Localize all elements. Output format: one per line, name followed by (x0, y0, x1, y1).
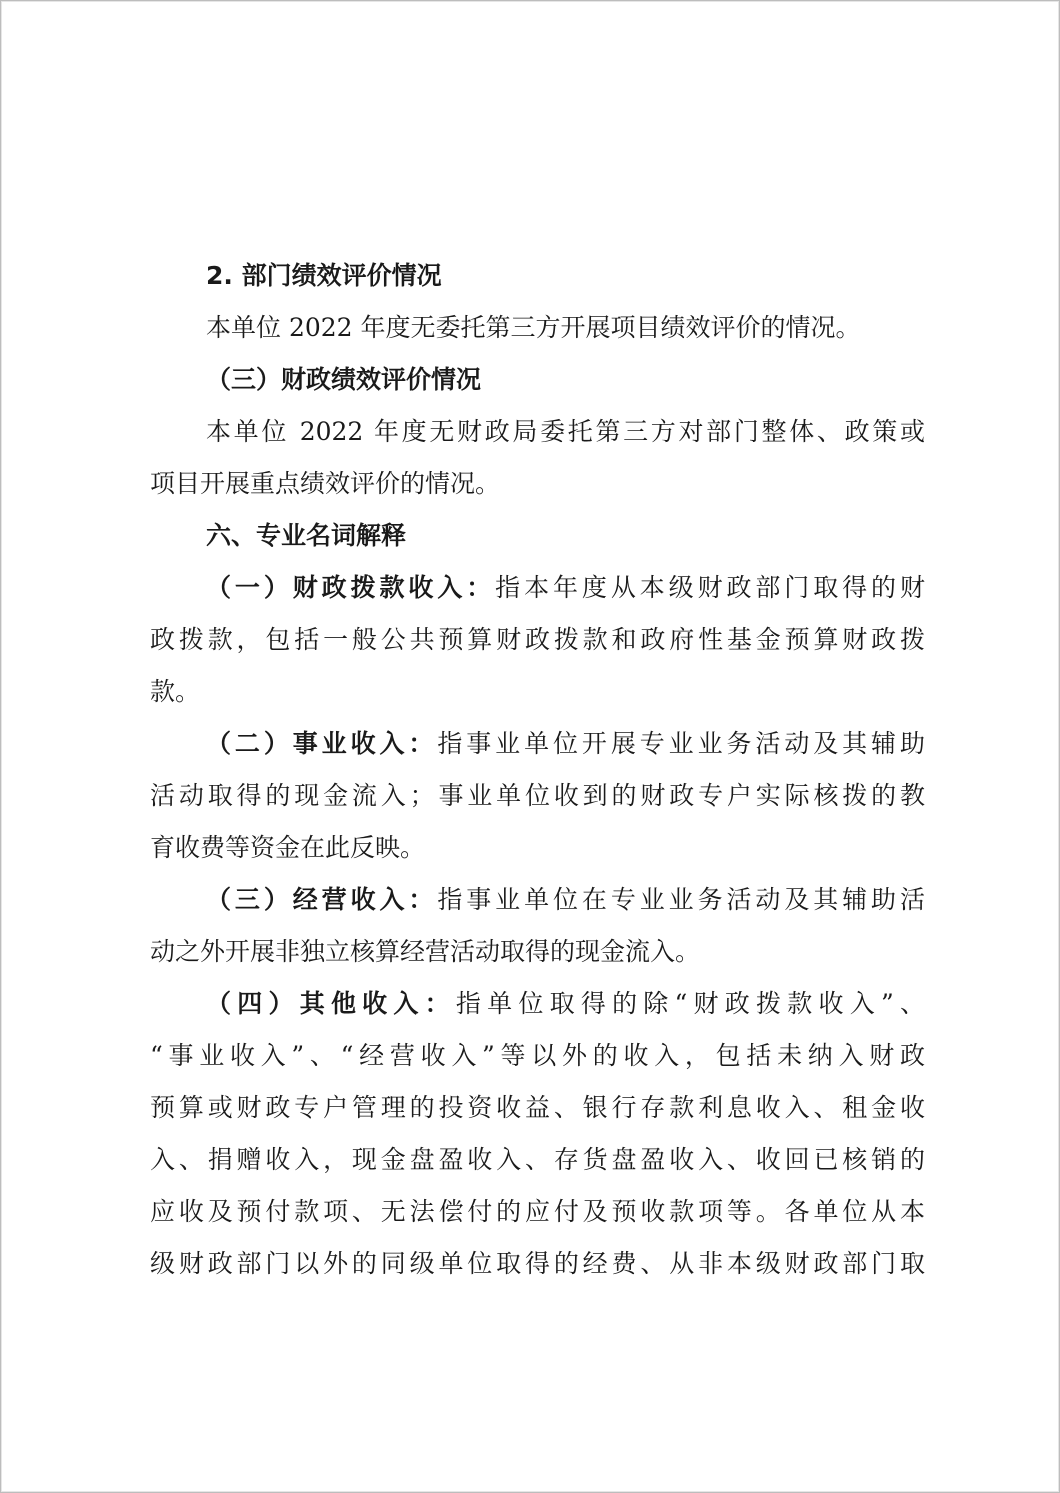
paragraph-text: “事业收入”、“经营收入”等以外的收入，包括未纳入财政 (150, 1041, 925, 1070)
paragraph-text: 政拨款，包括一般公共预算财政拨款和政府性基金预算财政拨 (150, 625, 925, 654)
paragraph-line (150, 822, 925, 874)
heading-text: （三）财政绩效评价情况 (206, 365, 482, 394)
paragraph-text: 级财政部门以外的同级单位取得的经费、从非本级财政部门取 (150, 1249, 925, 1278)
paragraph-line (150, 302, 925, 354)
section-heading-glossary (150, 510, 925, 562)
paragraph-line (150, 1134, 925, 1186)
paragraph-text: 动之外开展非独立核算经营活动取得的现金流入。 (150, 937, 701, 966)
paragraph-line (150, 458, 925, 510)
paragraph-line (150, 718, 925, 770)
paragraph-line (150, 614, 925, 666)
paragraph-text: 本单位 2022 年度无财政局委托第三方对部门整体、政策或 (206, 417, 925, 446)
paragraph-text: 指单位取得的除“财政拨款收入”、 (455, 989, 925, 1018)
paragraph-line (150, 562, 925, 614)
term-label: （一）财政拨款收入： (206, 573, 496, 602)
paragraph-text: 指事业单位开展专业业务活动及其辅助 (437, 729, 925, 758)
paragraph-line (150, 874, 925, 926)
paragraph-text: 款。 (150, 677, 201, 706)
paragraph-text: 育收费等资金在此反映。 (150, 833, 426, 862)
paragraph-text: 预算或财政专户管理的投资收益、银行存款利息收入、租金收 (150, 1093, 925, 1122)
term-label: （三）经营收入： (206, 885, 438, 914)
paragraph-text: 指本年度从本级财政部门取得的财 (495, 573, 925, 602)
heading-text: 2. 部门绩效评价情况 (206, 261, 442, 290)
document-body (150, 250, 925, 1290)
paragraph-line (150, 1030, 925, 1082)
paragraph-text: 本单位 2022 年度无委托第三方开展项目绩效评价的情况。 (206, 313, 861, 342)
paragraph-line (150, 978, 925, 1030)
paragraph-line (150, 1186, 925, 1238)
paragraph-text: 活动取得的现金流入；事业单位收到的财政专户实际核拨的教 (150, 781, 925, 810)
paragraph-line (150, 1082, 925, 1134)
section-heading-performance (150, 250, 925, 302)
paragraph-line (150, 1238, 925, 1290)
paragraph-line (150, 770, 925, 822)
paragraph-text: 项目开展重点绩效评价的情况。 (150, 469, 501, 498)
term-label: （四）其他收入： (206, 989, 456, 1018)
paragraph-line (150, 926, 925, 978)
section-heading-fiscal-evaluation (150, 354, 925, 406)
paragraph-text: 应收及预付款项、无法偿付的应付及预收款项等。各单位从本 (150, 1197, 925, 1226)
paragraph-text: 指事业单位在专业业务活动及其辅助活 (437, 885, 925, 914)
paragraph-text: 入、捐赠收入，现金盘盈收入、存货盘盈收入、收回已核销的 (150, 1145, 925, 1174)
term-label: （二）事业收入： (206, 729, 438, 758)
paragraph-line (150, 666, 925, 718)
heading-text: 六、专业名词解释 (206, 521, 407, 550)
paragraph-line (150, 406, 925, 458)
